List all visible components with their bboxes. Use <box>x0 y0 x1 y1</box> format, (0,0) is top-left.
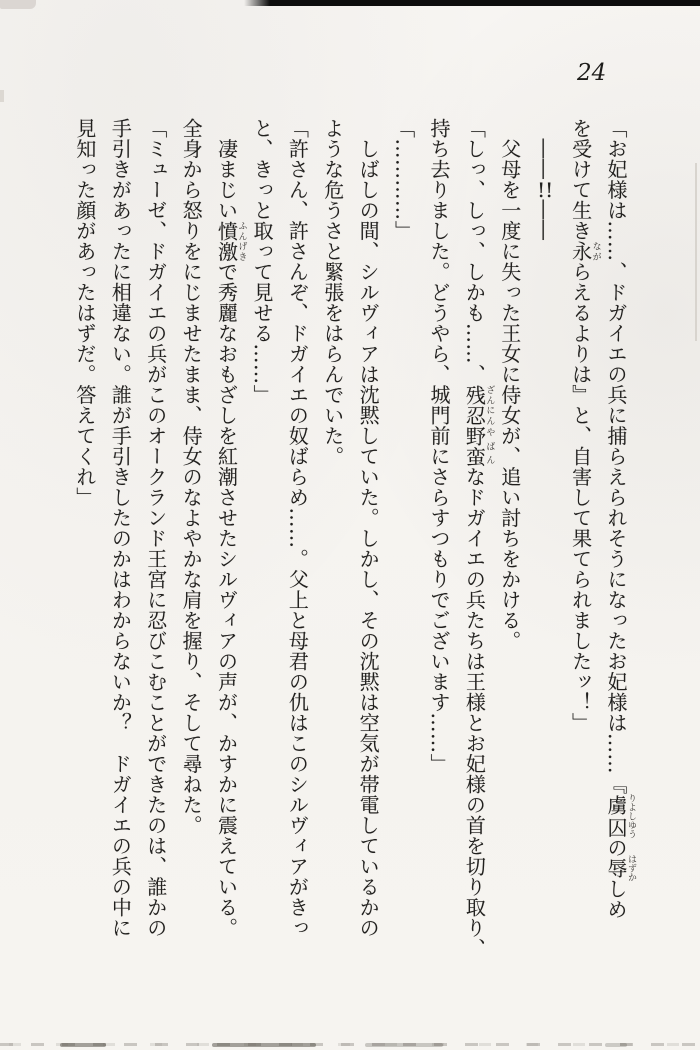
text-column: 「しっ、しっ、しかも……、残忍ざんにん野蛮やばんなドガイエの兵たちは王様とお妃様の首を切り取り、 <box>462 118 495 959</box>
furigana-ruby: 野蛮やばん <box>462 425 495 467</box>
text-column: 全身から怒りをにじませたまま、侍女のなよやかな肩を握り、そして尋ねた。 <box>179 118 204 836</box>
furigana-ruby: 虜囚りよしゆう <box>604 793 636 839</box>
text-column: 「お妃様は……、ドガイエの兵に捕らえられそうになったお妃様は……『虜囚りよしゆうの辱はずかしめ <box>604 118 636 920</box>
furigana-ruby: 永なが <box>568 241 601 262</box>
scan-edge-top-bar <box>244 0 700 6</box>
text-column: 「…………」 <box>391 118 416 241</box>
text-column: と、きっと取って見せる……」 <box>249 118 274 405</box>
novel-text <box>67 118 637 966</box>
text-column: 「許さん、許さんぞ、ドガイエの奴ばらめ……。父上と母君の仇はこのシルヴィアがきっ <box>285 118 310 938</box>
furigana-ruby: 辱はずか <box>604 854 636 882</box>
text-column: 「ミューゼ、ドガイエの兵がこのオークランド王宮に忍びこむことができたのは、誰かの <box>143 118 168 938</box>
text-column: 凄まじい憤激ふんげきで秀麗なおもざしを紅潮させたシルヴィアの声が、かすかに震えている。 <box>214 118 247 938</box>
scan-dash-dark <box>365 1043 443 1047</box>
text-column: 持ち去りました。どうやら、城門前にさらすつもりでございます……」 <box>426 118 451 774</box>
text-column: を受けて生き永ながらえるよりは』と、自害して果てられましたッ！」 <box>568 118 601 733</box>
page-number: 24 <box>577 60 607 86</box>
scan-smudge-top-left <box>0 0 36 9</box>
text-column: しばしの間、シルヴィアは沈黙していた。しかし、その沈黙は空気が帯電しているかの <box>356 118 381 938</box>
double-exclamation: !! <box>537 179 554 200</box>
text-column: 父母を一度に失った王女に侍女が、追い討ちをかける。 <box>497 118 522 651</box>
scan-dash-dark <box>60 1043 106 1047</box>
furigana-ruby: 残忍ざんにん <box>462 384 495 426</box>
furigana-ruby: 憤激ふんげき <box>214 220 247 262</box>
text-column: 見知った顔があったはずだ。答えてくれ」 <box>72 118 97 508</box>
scan-speck-left <box>0 90 4 102</box>
text-column: ――!!―― <box>533 118 558 241</box>
scan-dash-dark <box>212 1043 316 1047</box>
scan-dash-dark <box>605 1043 627 1047</box>
scan-streak-right <box>695 163 697 341</box>
text-column: ような危うさと緊張をはらんでいた。 <box>320 118 345 467</box>
text-column: 手引きがあったに相違ない。誰が手引きしたのかはわからないか？ ドガイエの兵の中に <box>108 118 133 938</box>
